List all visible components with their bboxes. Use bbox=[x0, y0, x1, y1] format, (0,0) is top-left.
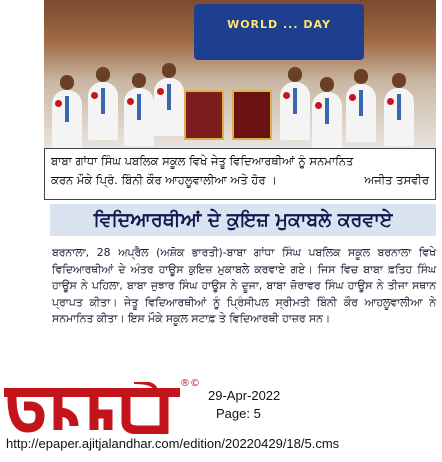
student-figure bbox=[88, 82, 118, 140]
student-figure bbox=[52, 90, 82, 148]
article-headline: ਵਿਦਿਆਰਥੀਆਂ ਦੇ ਕੁਇਜ਼ ਮੁਕਾਬਲੇ ਕਰਵਾਏ bbox=[50, 204, 436, 236]
caption-line-2: ਕਰਨ ਮੌਕੇ ਪ੍ਰਿੰ. ਬਿੰਨੀ ਕੌਰ ਆਹਲੂਵਾਲੀਆ ਅਤੇ ਹੋਰ । bbox=[51, 173, 277, 187]
photo-credit: ਅਜੀਤ ਤਸਵੀਰ bbox=[364, 173, 429, 187]
page-number: Page: 5 bbox=[216, 406, 261, 421]
ajit-logo bbox=[4, 382, 180, 434]
source-url: http://epaper.ajitjalandhar.com/edition/20220429/18/5.cms bbox=[6, 436, 340, 451]
edition-date: 29-Apr-2022 bbox=[208, 388, 281, 403]
news-photo bbox=[44, 0, 436, 148]
article-body bbox=[52, 245, 436, 328]
article-paragraph: ਬਰਨਾਲਾ, 28 ਅਪ੍ਰੈਲ (ਅਸ਼ੋਕ ਭਾਰਤੀ)-ਬਾਬਾ ਗਾਂਧਾ ਸਿੰਘ ਪਬਲਿਕ ਸਕੂਲ ਬਰਨਾਲਾ ਵਿਖੇ ਵਿਦਿਆਰਥੀਆਂ ਦੇ ਅੰਤਰ ਹਾਊਸ ਕੁਇਜ਼ ਮੁਕਾਬਲੇ ਕਰਵਾਏ ਗਏ। ਜਿਸ ਵਿਚ ਬਾਬਾ ਫ਼ਤਿਹ ਸਿੰਘ ਹਾਊਸ ਨੇ ਪਹਿਲਾ, ਬਾਬਾ ਜੁਝਾਰ ਸਿੰਘ ਹਾਊਸ ਨੇ ਦੂਜਾ, ਬਾਬਾ ਜ਼ੋਰਾਵਰ ਸਿੰਘ ਹਾਊਸ ਨੇ ਤੀਜਾ ਸਥਾਨ ਪ੍ਰਾਪਤ ਕੀਤਾ। ਜੇਤੂ ਵਿਦਿਆਰਥੀਆਂ ਨੂੰ ਪ੍ਰਿੰਸੀਪਲ ਸ੍ਰੀਮਤੀ ਬਿੰਨੀ ਕੌਰ ਆਹਲੂਵਾਲੀਆ ਨੇ ਸਨਮਾਨਿਤ ਕੀਤਾ। ਇਸ ਮੌਕੇ ਸਕੂਲ ਸਟਾਫ਼ ਤੇ ਵਿਦਿਆਰਥੀ ਹਾਜ਼ਰ ਸਨ। bbox=[52, 246, 436, 325]
student-figure bbox=[154, 78, 184, 136]
banner-text: WORLD ... DAY bbox=[227, 18, 331, 31]
caption-line-1: ਬਾਬਾ ਗਾਂਧਾ ਸਿੰਘ ਪਬਲਿਕ ਸਕੂਲ ਵਿਖੇ ਜੇਤੂ ਵਿਦਿਆਰਥੀਆਂ ਨੂੰ ਸਨਮਾਨਿਤ bbox=[51, 154, 354, 168]
registered-mark: ®© bbox=[180, 378, 200, 389]
house-pennant-left bbox=[184, 90, 224, 140]
world-day-banner bbox=[194, 4, 364, 60]
photo-caption bbox=[44, 148, 436, 200]
student-figure bbox=[346, 84, 376, 142]
house-pennant-right bbox=[232, 90, 272, 140]
student-figure bbox=[312, 92, 342, 148]
student-figure bbox=[384, 88, 414, 146]
student-figure bbox=[124, 88, 154, 146]
student-figure bbox=[280, 82, 310, 140]
